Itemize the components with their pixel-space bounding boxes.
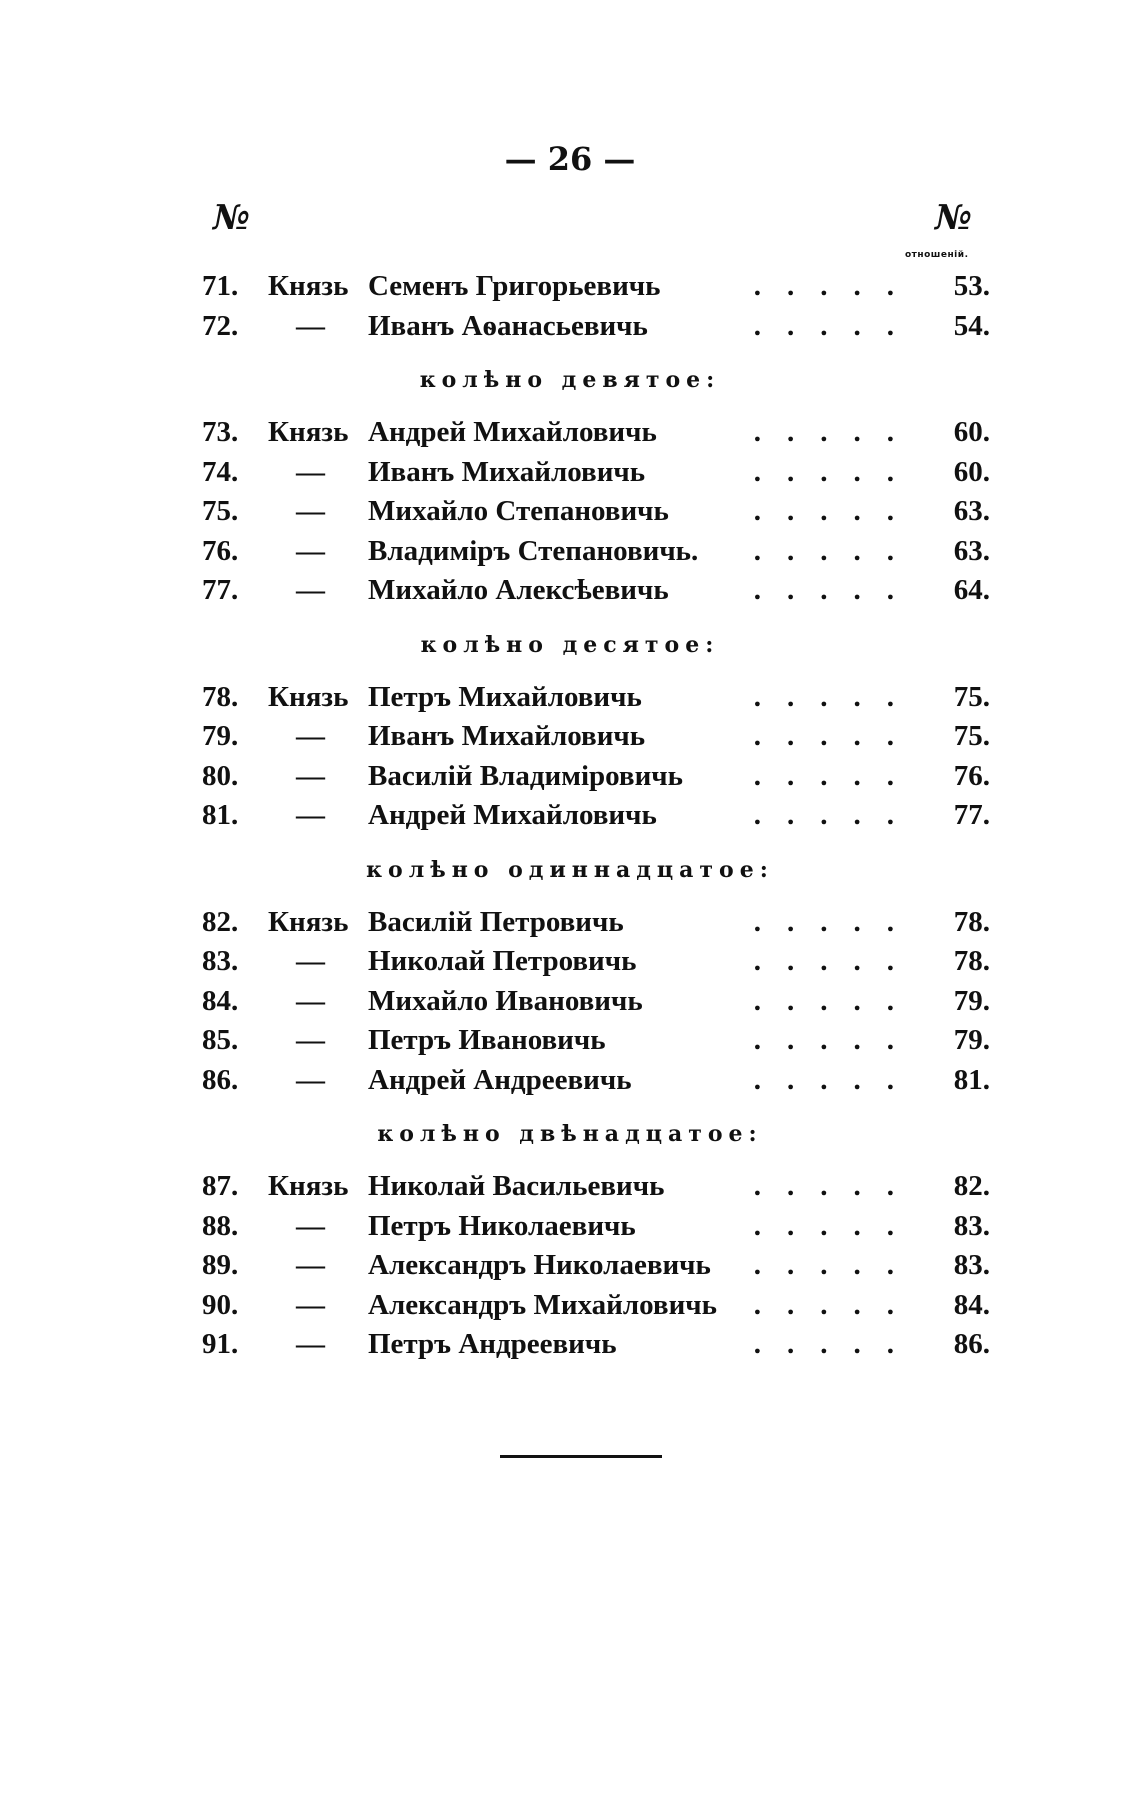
entry-number: 81. (202, 799, 239, 831)
dot-leader: ..... (753, 574, 920, 606)
entry-title: — (296, 984, 325, 1017)
entry-name: Николай Васильевичь (368, 1170, 665, 1202)
list-item (0, 1170, 1140, 1210)
reference-column-note: отношеній. (905, 250, 969, 260)
entry-name: Андрей Андреевичь (368, 1063, 632, 1096)
entry-name: Семенъ Григорьевичь (368, 270, 661, 302)
entry-name: Андрей Михайловичь (368, 416, 657, 448)
entry-title: — (296, 1249, 325, 1281)
entry-number: 86. (202, 1063, 239, 1096)
dot-leader: ..... (753, 905, 920, 938)
entry-reference: 77. (953, 799, 990, 831)
dot-leader: ..... (753, 1024, 920, 1056)
entry-name: Александръ Михайловичь (368, 1288, 717, 1321)
dot-leader: ..... (753, 1063, 920, 1096)
number-column-mark-right: № (935, 198, 972, 238)
entry-reference: 53. (953, 270, 990, 302)
number-column-mark-left: № (213, 198, 250, 238)
list-item (0, 760, 1140, 800)
section-heading: колѣно девятое: (419, 367, 721, 393)
entry-name: Иванъ Михайловичь (368, 720, 646, 752)
list-item (0, 1210, 1140, 1250)
entry-title: — (296, 720, 325, 752)
entry-reference: 84. (953, 1288, 990, 1321)
list-item (0, 1289, 1140, 1329)
entry-reference: 86. (953, 1328, 990, 1360)
entry-name: Иванъ Михайловичь (368, 455, 646, 488)
entry-name: Андрей Михайловичь (368, 799, 657, 831)
entry-name: Василій Петровичь (368, 905, 624, 938)
list-item (0, 416, 1140, 456)
section-heading: колѣно одиннадцатое: (366, 856, 774, 883)
list-item (0, 1024, 1140, 1064)
entry-title: — (296, 799, 325, 831)
list-item (0, 574, 1140, 614)
entry-title: — (296, 1209, 325, 1242)
entry-title: — (296, 1288, 325, 1321)
entry-title: — (296, 455, 325, 488)
entry-number: 83. (202, 945, 239, 977)
entry-title: — (296, 534, 325, 567)
entry-name: Михайло Ивановичь (368, 984, 643, 1017)
entry-reference: 79. (953, 1024, 990, 1056)
list-item (0, 985, 1140, 1025)
entry-number: 74. (202, 455, 239, 488)
entry-title: Князь (268, 416, 349, 448)
entry-number: 72. (202, 309, 239, 342)
entry-reference: 75. (953, 680, 990, 713)
entry-reference: 78. (953, 945, 990, 977)
list-item (0, 535, 1140, 575)
entry-number: 88. (202, 1209, 239, 1242)
entry-number: 75. (202, 495, 239, 527)
entry-reference: 82. (953, 1170, 990, 1202)
dot-leader: ..... (753, 945, 920, 977)
entry-number: 85. (202, 1024, 239, 1056)
list-item (0, 456, 1140, 496)
entry-name: Николай Петровичь (368, 945, 637, 977)
entry-title: — (296, 1328, 325, 1360)
list-item (0, 799, 1140, 839)
dot-leader: ..... (753, 680, 920, 713)
entry-number: 89. (202, 1249, 239, 1281)
entry-name: Петръ Николаевичь (368, 1209, 636, 1242)
dot-leader: ..... (753, 1170, 920, 1202)
page-number: — 26 — (504, 140, 636, 178)
dot-leader: ..... (753, 984, 920, 1017)
dot-leader: ..... (753, 1249, 920, 1281)
entry-title: — (296, 309, 325, 342)
entry-name: Александръ Николаевичь (368, 1249, 711, 1281)
entry-number: 79. (202, 720, 239, 752)
list-item (0, 720, 1140, 760)
dot-leader: ..... (753, 534, 920, 567)
list-item (0, 906, 1140, 946)
entry-number: 82. (202, 905, 239, 938)
section-heading: колѣно десятое: (420, 631, 720, 658)
entry-name: Петръ Андреевичь (368, 1328, 617, 1360)
entry-reference: 79. (953, 984, 990, 1017)
entry-title: — (296, 759, 325, 792)
entry-reference: 64. (953, 574, 990, 606)
dot-leader: ..... (753, 455, 920, 488)
entry-number: 91. (202, 1328, 239, 1360)
entry-title: Князь (268, 680, 349, 713)
list-item (0, 1064, 1140, 1104)
entry-name: Владиміръ Степановичь. (368, 534, 699, 567)
dot-leader: ..... (753, 1288, 920, 1321)
list-item (0, 1249, 1140, 1289)
entry-reference: 60. (953, 455, 990, 488)
entry-number: 78. (202, 680, 239, 713)
list-item (0, 945, 1140, 985)
entry-number: 71. (202, 270, 239, 302)
dot-leader: ..... (753, 309, 920, 342)
entry-title: — (296, 495, 325, 527)
entry-title: Князь (268, 1170, 349, 1202)
entry-number: 73. (202, 416, 239, 448)
entry-number: 87. (202, 1170, 239, 1202)
dot-leader: ..... (753, 270, 920, 302)
entry-number: 77. (202, 574, 239, 606)
entry-number: 90. (202, 1288, 239, 1321)
entry-title: — (296, 945, 325, 977)
list-item (0, 310, 1140, 350)
entry-title: — (296, 1063, 325, 1096)
dot-leader: ..... (753, 1328, 920, 1360)
entry-name: Петръ Михайловичь (368, 680, 642, 713)
entry-reference: 78. (953, 905, 990, 938)
list-item (0, 495, 1140, 535)
entry-name: Петръ Ивановичь (368, 1024, 606, 1056)
entry-reference: 75. (953, 720, 990, 752)
dot-leader: ..... (753, 416, 920, 448)
entry-number: 80. (202, 759, 239, 792)
entry-name: Василій Владиміровичь (368, 759, 683, 792)
dot-leader: ..... (753, 799, 920, 831)
entry-reference: 60. (953, 416, 990, 448)
dot-leader: ..... (753, 759, 920, 792)
list-item (0, 1328, 1140, 1368)
entry-reference: 63. (953, 534, 990, 567)
entry-title: Князь (268, 905, 349, 938)
entry-reference: 81. (953, 1063, 990, 1096)
entry-name: Михайло Степановичь (368, 495, 669, 527)
section-heading: колѣно двѣнадцатое: (377, 1121, 763, 1147)
entry-title: — (296, 574, 325, 606)
entry-name: Иванъ Аѳанасьевичь (368, 309, 648, 342)
entry-number: 76. (202, 534, 239, 567)
list-item (0, 681, 1140, 721)
entry-number: 84. (202, 984, 239, 1017)
entry-reference: 63. (953, 495, 990, 527)
closing-rule (500, 1455, 662, 1458)
entry-reference: 76. (953, 759, 990, 792)
entry-reference: 54. (953, 309, 990, 342)
dot-leader: ..... (753, 495, 920, 527)
entry-title: — (296, 1024, 325, 1056)
entry-name: Михайло Алексѣевичь (368, 574, 669, 606)
entry-reference: 83. (953, 1249, 990, 1281)
list-item (0, 270, 1140, 310)
dot-leader: ..... (753, 1209, 920, 1242)
entry-title: Князь (268, 270, 349, 302)
entry-reference: 83. (953, 1209, 990, 1242)
dot-leader: ..... (753, 720, 920, 752)
